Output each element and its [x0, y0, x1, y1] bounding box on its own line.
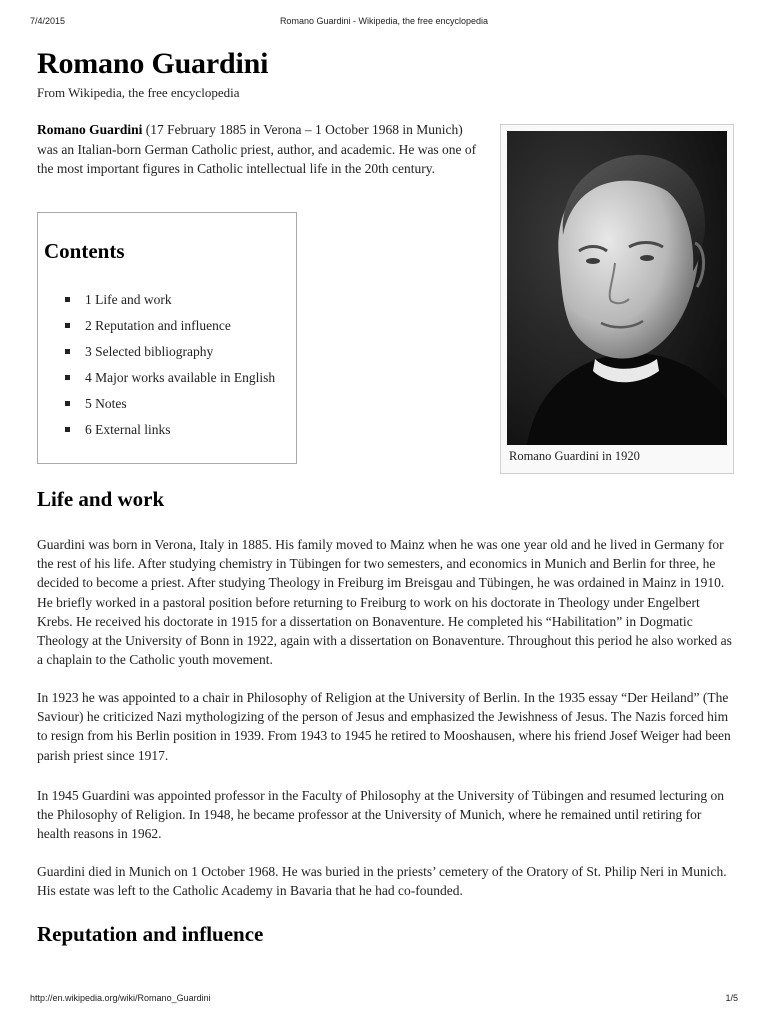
toc-item-label[interactable]: 3 Selected bibliography [85, 344, 214, 359]
toc-item-life-and-work[interactable] [65, 291, 275, 317]
toc-item-notes[interactable] [65, 395, 275, 421]
toc-item-label[interactable]: 5 Notes [85, 396, 127, 411]
toc-title: Contents [44, 239, 125, 263]
print-date: 7/4/2015 [30, 16, 66, 26]
paragraph: Guardini died in Munich on 1 October 1968. He was buried in the priests’ cemetery of the Oratory of St. Philip Neri in Munich. His estate was left to the Catholic Academy in Bavaria that he had co-founded. [37, 864, 727, 899]
bullet-icon [65, 427, 70, 432]
print-header [30, 16, 738, 30]
lead-paragraph [37, 120, 477, 179]
toc-item-label[interactable]: 4 Major works available in English [85, 370, 276, 385]
lead-name: Romano Guardini [37, 122, 143, 137]
paragraph: In 1923 he was appointed to a chair in Philosophy of Religion at the University of Berlin. In the 1935 essay “Der Heiland” (The Saviour) he criticized Nazi mythologizing of the person of Jesus and emphasized the Jewishness of Jesus. The Nazis forced him to resign from his Berlin position in 1939. From 1943 to 1945 he retired to Mooshausen, where his friend Josef Weiger had been parish priest since 1917. [37, 690, 731, 763]
infobox-figure [500, 124, 734, 474]
toc-item-label[interactable]: 6 External links [85, 422, 171, 437]
bullet-icon [65, 323, 70, 328]
section-heading-life-and-work: Life and work [37, 487, 165, 511]
toc-item-major-works[interactable] [65, 369, 275, 395]
portrait-photo[interactable] [507, 131, 727, 445]
paragraph: Guardini was born in Verona, Italy in 1885. His family moved to Mainz when he was one year old and he lived in Germany for the rest of his life. After studying chemistry in Tübingen for two semesters, and economics in Munich and Berlin for three, he decided to become a priest. After studying Theology in Freiburg im Breisgau and Tübingen, he was ordained in Mainz in 1910. He briefly worked in a pastoral position before returning to Freiburg to work on his doctorate in Theology under Engelbert Krebs. He received his doctorate in 1915 for a dissertation on Bonaventure. He completed his “Habilitation” in Dogmatic Theology at the University of Bonn in 1922, again with a dissertation on Bonaventure. Throughout this period he also worked as a chaplain to the Catholic youth movement. [37, 537, 732, 668]
toc-item-label[interactable]: 1 Life and work [85, 292, 172, 307]
figure-caption: Romano Guardini in 1920 [509, 449, 640, 463]
lead-text: (17 February 1885 in Verona – 1 October 1968 in Munich) was an Italian-born German Catholic priest, author, and academic. He was one of the most important figures in Catholic intellectual life in the 20th century. [37, 122, 477, 176]
toc-item-reputation[interactable] [65, 317, 275, 343]
article-content [37, 44, 737, 946]
toc-list [65, 291, 275, 447]
article-tagline: From Wikipedia, the free encyclopedia [37, 85, 240, 100]
bullet-icon [65, 401, 70, 406]
article-title: Romano Guardini [37, 47, 269, 80]
toc-item-bibliography[interactable] [65, 343, 275, 369]
toc-item-label[interactable]: 2 Reputation and influence [85, 318, 231, 333]
bullet-icon [65, 349, 70, 354]
portrait-image [507, 131, 727, 445]
print-page-number: 1/5 [725, 993, 738, 1003]
table-of-contents [37, 212, 297, 464]
bullet-icon [65, 297, 70, 302]
paragraph: In 1945 Guardini was appointed professor in the Faculty of Philosophy at the University of Tübingen and resumed lecturing on the Philosophy of Religion. In 1948, he became professor at the University of Munich, where he remained until retiring for health reasons in 1962. [37, 788, 724, 842]
bullet-icon [65, 375, 70, 380]
section-heading-reputation: Reputation and influence [37, 922, 264, 946]
toc-item-external-links[interactable] [65, 421, 275, 447]
print-url: http://en.wikipedia.org/wiki/Romano_Guardini [30, 993, 211, 1003]
print-footer [30, 993, 738, 1007]
print-page-title: Romano Guardini - Wikipedia, the free encyclopedia [279, 16, 489, 26]
